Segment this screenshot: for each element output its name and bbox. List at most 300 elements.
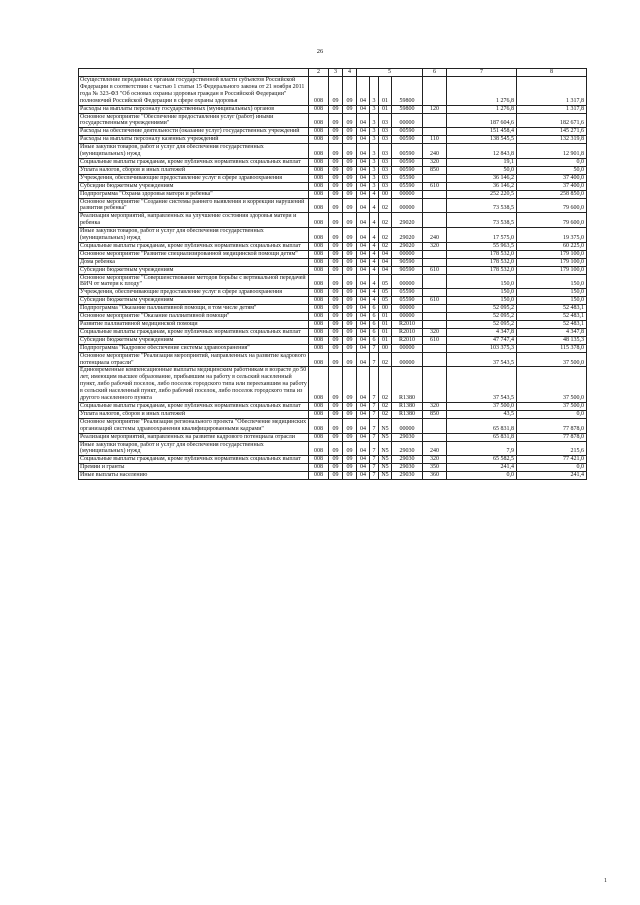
subsection-code: 09: [343, 367, 357, 403]
subprogram-code: 7: [370, 433, 379, 441]
expense-type-code: [423, 344, 447, 352]
direction-code: 05590: [392, 289, 423, 297]
column-header: 7: [447, 69, 517, 77]
amount-year-1: 43,5: [447, 410, 517, 418]
expense-type-code: [423, 433, 447, 441]
program-code: 04: [357, 456, 370, 464]
subsection-code: 09: [343, 418, 357, 433]
activity-code: 02: [379, 410, 392, 418]
row-name: Осуществление переданных органам государственной власти субъектов Российской Федерации в соответствии с частью 1 статьи 15 Федерального закона от 21 ноября 2011 года № 323-ФЗ "Об основах охраны здоровья граждан в Российской Федерации" полномочий Российской Федерации в сфере охраны здоровья: [79, 77, 309, 106]
expense-type-code: [423, 289, 447, 297]
ministry-code: 008: [309, 158, 329, 166]
subsection-code: 09: [343, 289, 357, 297]
amount-year-1: 73 538,5: [447, 198, 517, 213]
subsection-code: 09: [343, 113, 357, 128]
activity-code: 02: [379, 213, 392, 228]
table-row: [79, 336, 587, 344]
table-row: [79, 297, 587, 305]
section-code: 09: [329, 266, 343, 274]
subsection-code: 09: [343, 174, 357, 182]
subprogram-code: 7: [370, 441, 379, 456]
expense-type-code: 850: [423, 166, 447, 174]
subprogram-code: 3: [370, 136, 379, 144]
activity-code: 01: [379, 105, 392, 113]
section-code: 09: [329, 321, 343, 329]
section-code: 09: [329, 410, 343, 418]
amount-year-2: 0,0: [517, 158, 587, 166]
subprogram-code: 3: [370, 113, 379, 128]
column-header: 4: [343, 69, 357, 77]
amount-year-2: 52 483,1: [517, 313, 587, 321]
expense-type-code: 610: [423, 297, 447, 305]
amount-year-1: 252 220,5: [447, 190, 517, 198]
row-name: Социальные выплаты гражданам, кроме публичных нормативных социальных выплат: [79, 456, 309, 464]
amount-year-1: 47 747,4: [447, 336, 517, 344]
subprogram-code: 4: [370, 190, 379, 198]
section-code: 09: [329, 418, 343, 433]
direction-code: 00590: [392, 136, 423, 144]
row-name: Расходы на выплаты персоналу государственных (муниципальных) органов: [79, 105, 309, 113]
ministry-code: 008: [309, 433, 329, 441]
ministry-code: 008: [309, 352, 329, 367]
expense-type-code: [423, 128, 447, 136]
table-row: [79, 472, 587, 480]
ministry-code: 008: [309, 274, 329, 289]
direction-code: 90590: [392, 258, 423, 266]
subsection-code: 09: [343, 166, 357, 174]
table-row: [79, 328, 587, 336]
expense-type-code: [423, 313, 447, 321]
subprogram-code: 3: [370, 182, 379, 190]
table-row: [79, 77, 587, 106]
expense-type-code: 610: [423, 182, 447, 190]
direction-code: R1380: [392, 402, 423, 410]
section-code: 09: [329, 182, 343, 190]
amount-year-2: 132 319,8: [517, 136, 587, 144]
subprogram-code: 4: [370, 258, 379, 266]
direction-code: R2010: [392, 321, 423, 329]
subprogram-code: 6: [370, 328, 379, 336]
direction-code: R2010: [392, 336, 423, 344]
direction-code: R2010: [392, 328, 423, 336]
subsection-code: 09: [343, 182, 357, 190]
direction-code: 29030: [392, 441, 423, 456]
row-name: Учреждения, обеспечивающие предоставление услуг в сфере здравоохранения: [79, 174, 309, 182]
subsection-code: 09: [343, 144, 357, 159]
ministry-code: 008: [309, 190, 329, 198]
section-code: 09: [329, 113, 343, 128]
program-code: 04: [357, 289, 370, 297]
ministry-code: 008: [309, 258, 329, 266]
subprogram-code: 7: [370, 367, 379, 403]
expense-type-code: [423, 77, 447, 106]
row-name: Субсидии бюджетным учреждениям: [79, 336, 309, 344]
expense-type-code: [423, 321, 447, 329]
amount-year-1: 37 543,5: [447, 367, 517, 403]
direction-code: 29020: [392, 228, 423, 243]
program-code: 04: [357, 166, 370, 174]
table-row: [79, 258, 587, 266]
table-row: [79, 190, 587, 198]
activity-code: 05: [379, 289, 392, 297]
amount-year-2: 0,0: [517, 410, 587, 418]
subsection-code: 09: [343, 328, 357, 336]
direction-code: 00000: [392, 250, 423, 258]
subsection-code: 09: [343, 77, 357, 106]
amount-year-2: 215,6: [517, 441, 587, 456]
direction-code: R1380: [392, 410, 423, 418]
activity-code: 00: [379, 305, 392, 313]
section-code: 09: [329, 258, 343, 266]
subprogram-code: 3: [370, 105, 379, 113]
program-code: 04: [357, 305, 370, 313]
direction-code: 00590: [392, 166, 423, 174]
amount-year-2: 150,0: [517, 297, 587, 305]
ministry-code: 008: [309, 113, 329, 128]
amount-year-1: 55 963,5: [447, 242, 517, 250]
direction-code: 05590: [392, 182, 423, 190]
activity-code: 00: [379, 344, 392, 352]
subsection-code: 09: [343, 136, 357, 144]
amount-year-2: 115 378,0: [517, 344, 587, 352]
row-name: Премии и гранты: [79, 464, 309, 472]
subsection-code: 09: [343, 352, 357, 367]
section-code: 09: [329, 305, 343, 313]
expense-type-code: [423, 213, 447, 228]
section-code: 09: [329, 441, 343, 456]
table-row: [79, 250, 587, 258]
row-name: Расходы на обеспечение деятельности (оказание услуг) государственных учреждений: [79, 128, 309, 136]
activity-code: 03: [379, 182, 392, 190]
subprogram-code: 4: [370, 297, 379, 305]
activity-code: N5: [379, 418, 392, 433]
row-name: Субсидии бюджетным учреждениям: [79, 266, 309, 274]
row-name: Уплата налогов, сборов и иных платежей: [79, 410, 309, 418]
section-code: 09: [329, 136, 343, 144]
activity-code: 01: [379, 313, 392, 321]
expense-type-code: 320: [423, 328, 447, 336]
subprogram-code: 7: [370, 456, 379, 464]
row-name: Реализация мероприятий, направленных на развитие кадрового потенциала отрасли: [79, 433, 309, 441]
activity-code: N5: [379, 464, 392, 472]
ministry-code: 008: [309, 213, 329, 228]
ministry-code: 008: [309, 472, 329, 480]
expense-type-code: [423, 250, 447, 258]
amount-year-1: 65 582,5: [447, 456, 517, 464]
expense-type-code: 850: [423, 410, 447, 418]
subsection-code: 09: [343, 410, 357, 418]
amount-year-1: 65 831,8: [447, 418, 517, 433]
amount-year-1: 151 458,4: [447, 128, 517, 136]
row-name: Иные выплаты населению: [79, 472, 309, 480]
ministry-code: 008: [309, 456, 329, 464]
amount-year-2: 179 100,0: [517, 266, 587, 274]
ministry-code: 008: [309, 441, 329, 456]
activity-code: 03: [379, 144, 392, 159]
column-header: 2: [309, 69, 329, 77]
subsection-code: 09: [343, 433, 357, 441]
subsection-code: 09: [343, 336, 357, 344]
ministry-code: 008: [309, 77, 329, 106]
program-code: 04: [357, 258, 370, 266]
table-row: [79, 136, 587, 144]
expense-type-code: 350: [423, 464, 447, 472]
activity-code: 03: [379, 166, 392, 174]
table-row: [79, 158, 587, 166]
table-row: [79, 182, 587, 190]
column-header: 1: [79, 69, 309, 77]
expense-type-code: [423, 418, 447, 433]
amount-year-2: 145 271,6: [517, 128, 587, 136]
row-name: Подпрограмма "Охрана здоровья матери и ребенка": [79, 190, 309, 198]
subprogram-code: 6: [370, 313, 379, 321]
direction-code: 00000: [392, 113, 423, 128]
section-code: 09: [329, 289, 343, 297]
row-name: Расходы на выплаты персоналу казенных учреждений: [79, 136, 309, 144]
amount-year-2: 182 671,6: [517, 113, 587, 128]
section-code: 09: [329, 472, 343, 480]
ministry-code: 008: [309, 402, 329, 410]
section-code: 09: [329, 344, 343, 352]
table-row: [79, 313, 587, 321]
section-code: 09: [329, 190, 343, 198]
program-code: 04: [357, 128, 370, 136]
table-row: [79, 456, 587, 464]
program-code: 04: [357, 402, 370, 410]
section-code: 09: [329, 158, 343, 166]
expense-type-code: [423, 305, 447, 313]
ministry-code: 008: [309, 418, 329, 433]
amount-year-2: 241,4: [517, 472, 587, 480]
subsection-code: 09: [343, 266, 357, 274]
subsection-code: 09: [343, 250, 357, 258]
amount-year-1: 50,0: [447, 166, 517, 174]
subprogram-code: 3: [370, 158, 379, 166]
amount-year-1: 1 276,8: [447, 77, 517, 106]
table-row: [79, 242, 587, 250]
row-name: Иные закупки товаров, работ и услуг для обеспечения государственных (муниципальных) нужд: [79, 144, 309, 159]
ministry-code: 008: [309, 328, 329, 336]
table-body: [79, 77, 587, 480]
ministry-code: 008: [309, 266, 329, 274]
amount-year-1: 138 545,5: [447, 136, 517, 144]
table-row: [79, 266, 587, 274]
table-row: [79, 228, 587, 243]
amount-year-2: 1 317,8: [517, 77, 587, 106]
program-code: 04: [357, 242, 370, 250]
table-row: [79, 174, 587, 182]
table-row: [79, 344, 587, 352]
subsection-code: 09: [343, 464, 357, 472]
direction-code: 00000: [392, 313, 423, 321]
subsection-code: 09: [343, 128, 357, 136]
ministry-code: 008: [309, 250, 329, 258]
table-row: [79, 418, 587, 433]
subprogram-code: 6: [370, 336, 379, 344]
expense-type-code: 120: [423, 105, 447, 113]
expense-type-code: 240: [423, 144, 447, 159]
amount-year-1: 187 604,6: [447, 113, 517, 128]
page-number: 26: [316, 48, 324, 55]
section-code: 09: [329, 352, 343, 367]
amount-year-2: 52 483,1: [517, 305, 587, 313]
section-code: 09: [329, 402, 343, 410]
ministry-code: 008: [309, 464, 329, 472]
table-row: [79, 213, 587, 228]
amount-year-2: 150,0: [517, 274, 587, 289]
activity-code: 01: [379, 328, 392, 336]
ministry-code: 008: [309, 105, 329, 113]
section-code: 09: [329, 144, 343, 159]
table-row: [79, 402, 587, 410]
ministry-code: 008: [309, 336, 329, 344]
amount-year-1: 73 538,5: [447, 213, 517, 228]
activity-code: 00: [379, 190, 392, 198]
row-name: Дома ребенка: [79, 258, 309, 266]
direction-code: 00590: [392, 144, 423, 159]
activity-code: 02: [379, 242, 392, 250]
activity-code: 03: [379, 136, 392, 144]
subprogram-code: 6: [370, 305, 379, 313]
activity-code: 02: [379, 198, 392, 213]
amount-year-2: 1 317,8: [517, 105, 587, 113]
program-code: 04: [357, 250, 370, 258]
section-code: 09: [329, 105, 343, 113]
expense-type-code: 320: [423, 456, 447, 464]
amount-year-2: 150,0: [517, 289, 587, 297]
activity-code: 02: [379, 367, 392, 403]
amount-year-1: 0,0: [447, 472, 517, 480]
subprogram-code: 4: [370, 228, 379, 243]
column-header: 6: [423, 69, 447, 77]
table-row: [79, 166, 587, 174]
direction-code: R1380: [392, 367, 423, 403]
subprogram-code: 7: [370, 418, 379, 433]
subsection-code: 09: [343, 258, 357, 266]
expense-type-code: [423, 190, 447, 198]
row-name: Основное мероприятие "Реализация мероприятий, направленных на развитие кадрового потенциала отрасли": [79, 352, 309, 367]
direction-code: 00000: [392, 305, 423, 313]
subsection-code: 09: [343, 158, 357, 166]
amount-year-2: 79 600,0: [517, 213, 587, 228]
amount-year-2: 37 500,0: [517, 367, 587, 403]
expense-type-code: 320: [423, 242, 447, 250]
row-name: Социальные выплаты гражданам, кроме публичных нормативных социальных выплат: [79, 158, 309, 166]
activity-code: 03: [379, 128, 392, 136]
activity-code: 01: [379, 336, 392, 344]
activity-code: 03: [379, 174, 392, 182]
subsection-code: 09: [343, 441, 357, 456]
amount-year-1: 17 575,0: [447, 228, 517, 243]
amount-year-1: 241,4: [447, 464, 517, 472]
ministry-code: 008: [309, 305, 329, 313]
amount-year-2: 179 100,0: [517, 258, 587, 266]
subsection-code: 09: [343, 213, 357, 228]
subsection-code: 09: [343, 305, 357, 313]
direction-code: 29030: [392, 464, 423, 472]
ministry-code: 008: [309, 174, 329, 182]
program-code: 04: [357, 433, 370, 441]
amount-year-2: 48 135,3: [517, 336, 587, 344]
amount-year-1: 1 276,8: [447, 105, 517, 113]
program-code: 04: [357, 464, 370, 472]
section-code: 09: [329, 367, 343, 403]
activity-code: N5: [379, 433, 392, 441]
activity-code: 01: [379, 321, 392, 329]
direction-code: 00000: [392, 190, 423, 198]
program-code: 04: [357, 321, 370, 329]
program-code: 04: [357, 213, 370, 228]
subprogram-code: 3: [370, 166, 379, 174]
subsection-code: 09: [343, 242, 357, 250]
program-code: 04: [357, 77, 370, 106]
subprogram-code: 7: [370, 464, 379, 472]
amount-year-1: 178 532,0: [447, 266, 517, 274]
table-row: [79, 274, 587, 289]
program-code: 04: [357, 136, 370, 144]
expense-type-code: 240: [423, 228, 447, 243]
activity-code: 01: [379, 77, 392, 106]
program-code: 04: [357, 274, 370, 289]
amount-year-2: 37 400,0: [517, 174, 587, 182]
section-code: 09: [329, 464, 343, 472]
table-row: [79, 352, 587, 367]
direction-code: 05590: [392, 297, 423, 305]
expense-type-code: 610: [423, 336, 447, 344]
direction-code: 00000: [392, 274, 423, 289]
ministry-code: 008: [309, 297, 329, 305]
row-name: Субсидии бюджетным учреждениям: [79, 182, 309, 190]
program-code: 04: [357, 144, 370, 159]
expense-type-code: 320: [423, 402, 447, 410]
amount-year-2: 37 400,0: [517, 182, 587, 190]
table-row: [79, 289, 587, 297]
section-code: 09: [329, 297, 343, 305]
expense-type-code: [423, 198, 447, 213]
section-code: 09: [329, 328, 343, 336]
activity-code: 05: [379, 297, 392, 305]
section-code: 09: [329, 128, 343, 136]
expense-type-code: 610: [423, 266, 447, 274]
subsection-code: 09: [343, 105, 357, 113]
subsection-code: 09: [343, 402, 357, 410]
section-code: 09: [329, 166, 343, 174]
activity-code: 03: [379, 158, 392, 166]
table-row: [79, 367, 587, 403]
direction-code: 00590: [392, 158, 423, 166]
corner-mark: 1: [604, 878, 607, 884]
direction-code: 29030: [392, 433, 423, 441]
activity-code: 05: [379, 274, 392, 289]
subsection-code: 09: [343, 321, 357, 329]
column-header: 5: [357, 69, 423, 77]
table-row: [79, 128, 587, 136]
subprogram-code: 4: [370, 274, 379, 289]
subprogram-code: 7: [370, 344, 379, 352]
row-name: Социальные выплаты гражданам, кроме публичных нормативных социальных выплат: [79, 328, 309, 336]
table-row: [79, 198, 587, 213]
direction-code: 29020: [392, 213, 423, 228]
program-code: 04: [357, 297, 370, 305]
amount-year-2: 60 225,0: [517, 242, 587, 250]
section-code: 09: [329, 336, 343, 344]
subsection-code: 09: [343, 228, 357, 243]
program-code: 04: [357, 174, 370, 182]
direction-code: 00000: [392, 198, 423, 213]
table-header: [79, 69, 587, 77]
table-row: [79, 410, 587, 418]
expense-type-code: 240: [423, 441, 447, 456]
